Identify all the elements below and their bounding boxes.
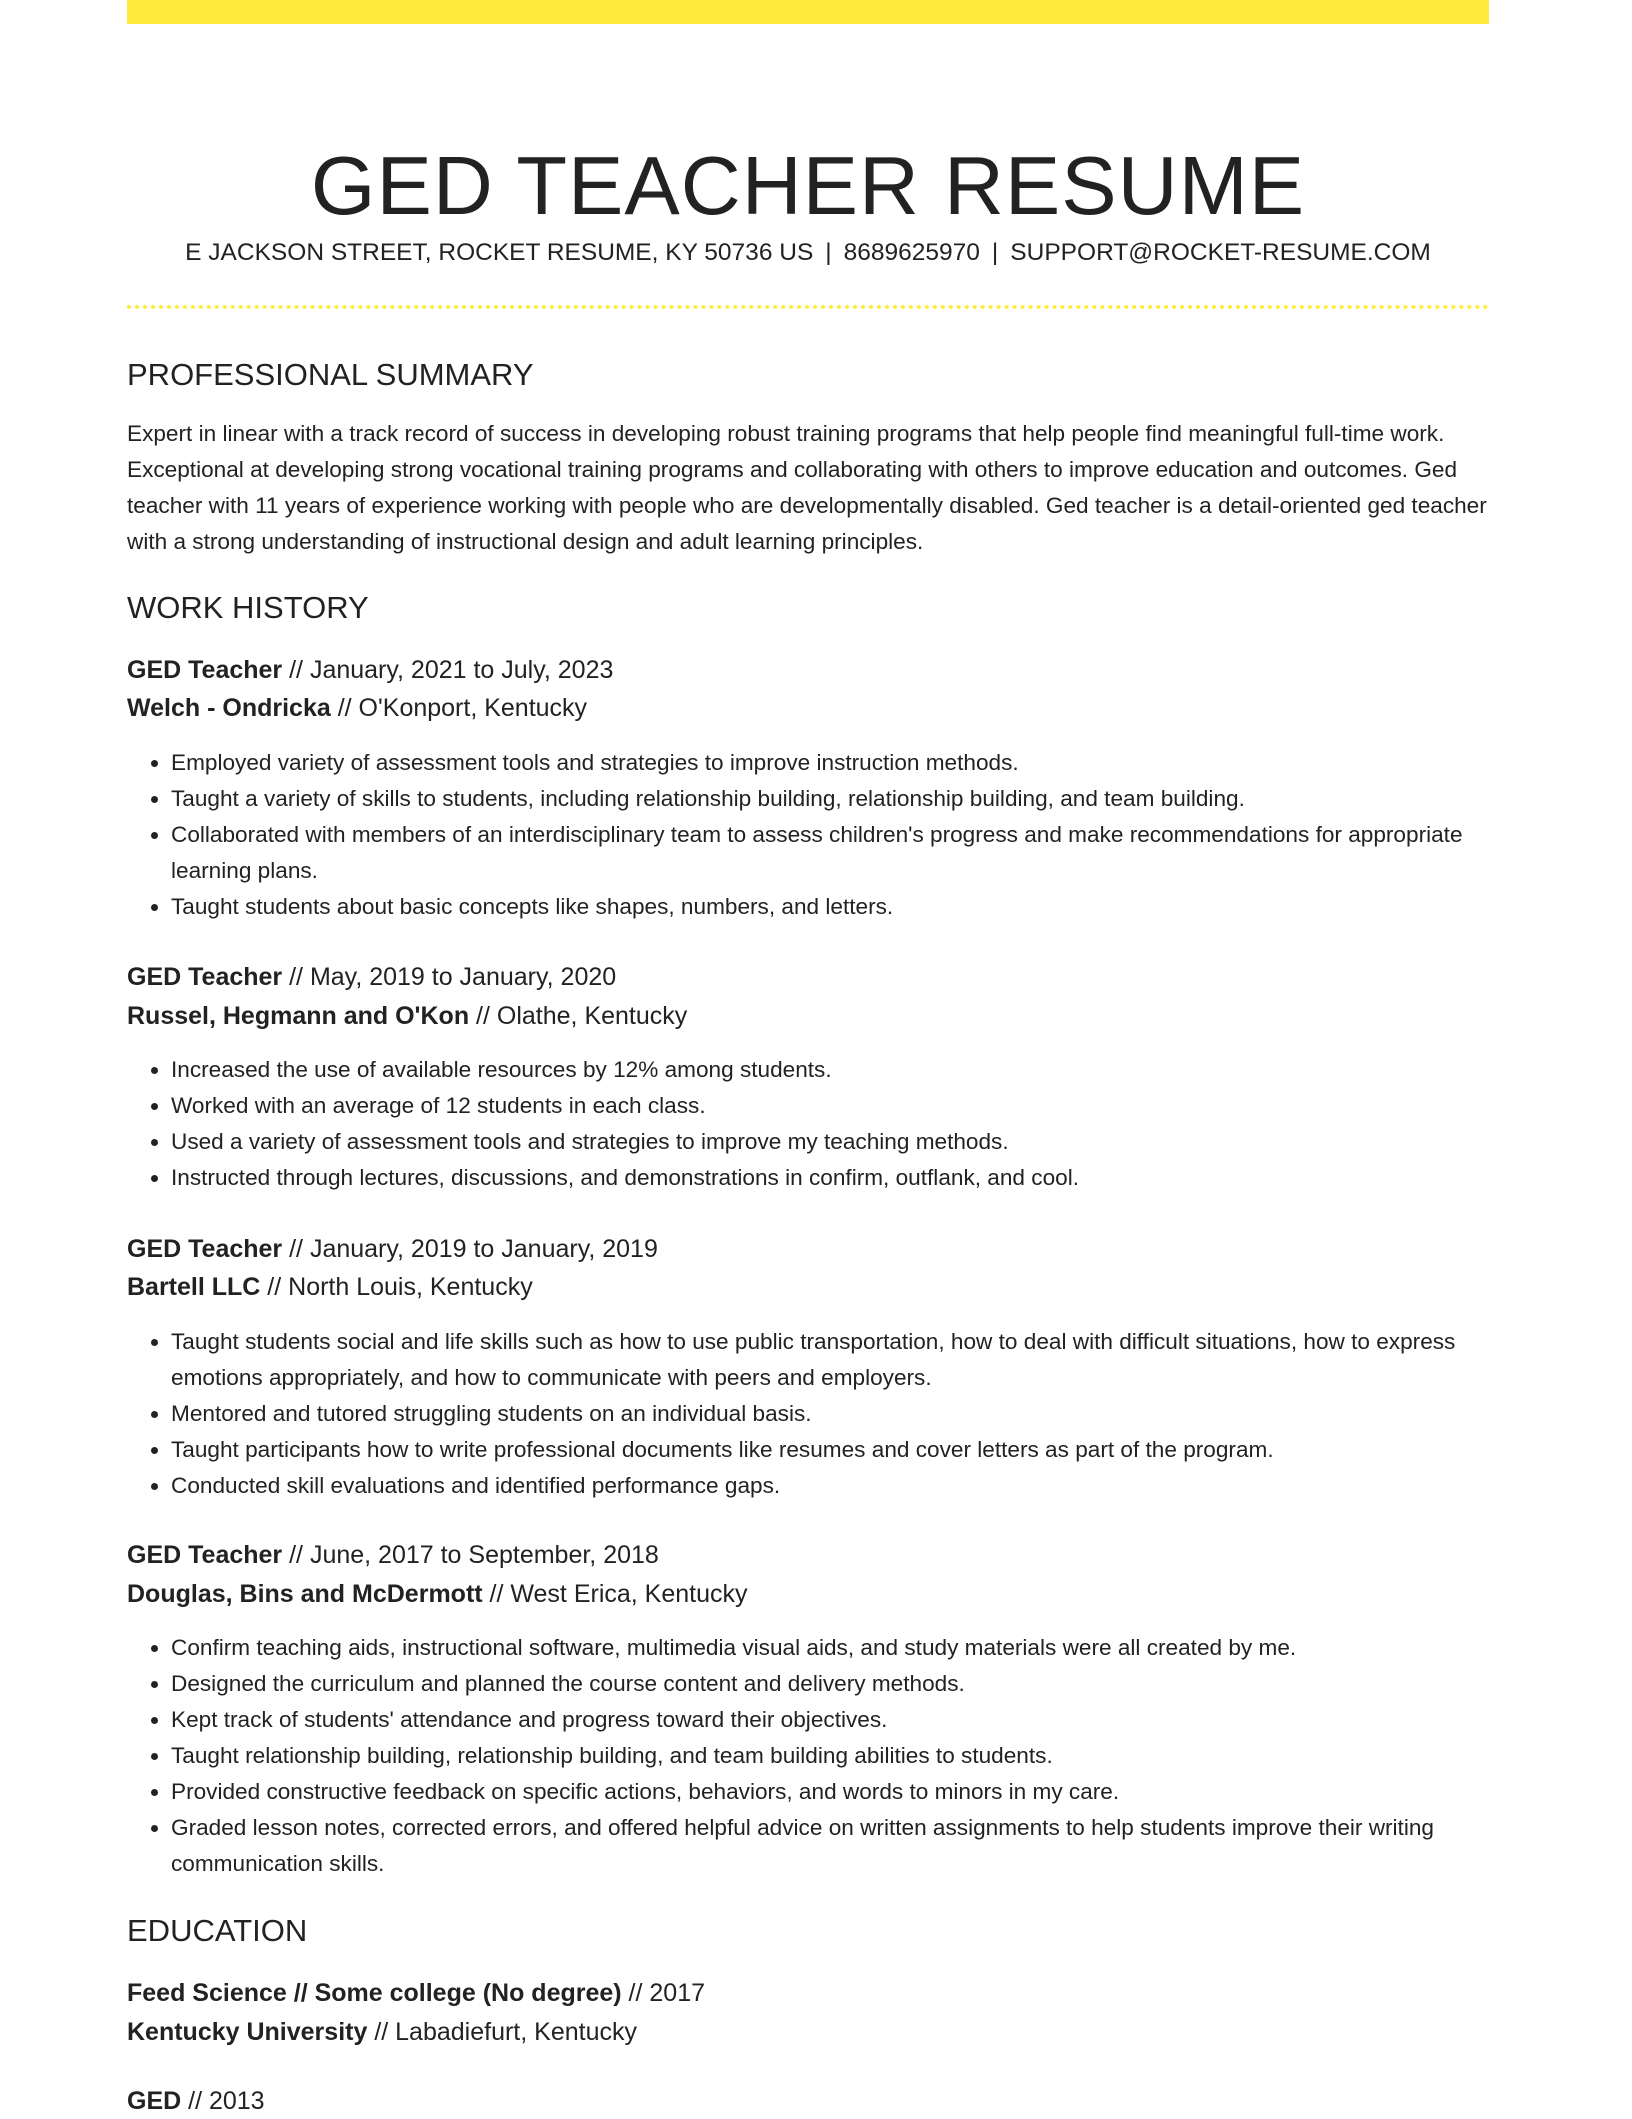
job-bullet: • Increased the use of available resources by 12% among students. bbox=[171, 1052, 1533, 1088]
job-bullets bbox=[127, 1324, 1533, 1504]
contact-phone: 8689625970 bbox=[843, 239, 980, 266]
education-degree-line bbox=[127, 2083, 1489, 2119]
job-company-line bbox=[127, 1269, 1489, 1305]
job-title: GED Teacher bbox=[127, 656, 283, 684]
job-company: Russel, Hegmann and O'Kon bbox=[127, 1002, 470, 1030]
education-degree: GED bbox=[127, 2087, 182, 2115]
job-dates: // January, 2019 to January, 2019 bbox=[282, 1235, 658, 1263]
job-dates: // May, 2019 to January, 2020 bbox=[282, 963, 617, 991]
job-bullet: • Used a variety of assessment tools and strategies to improve my teaching methods. bbox=[171, 1124, 1533, 1160]
job-title-line bbox=[127, 652, 1489, 688]
job-dates: // January, 2021 to July, 2023 bbox=[282, 656, 614, 684]
job-bullet: • Employed variety of assessment tools and strategies to improve instruction methods. bbox=[171, 745, 1533, 781]
job-bullet: • Collaborated with members of an interdisciplinary team to assess children's progress and make recommendations for appropriate learning plans. bbox=[171, 817, 1533, 889]
summary-heading: PROFESSIONAL SUMMARY bbox=[127, 357, 534, 392]
job-company: Douglas, Bins and McDermott bbox=[127, 1580, 483, 1608]
job-bullet: • Provided constructive feedback on specific actions, behaviors, and words to minors in my care. bbox=[171, 1774, 1533, 1810]
job-bullet: • Kept track of students' attendance and progress toward their objectives. bbox=[171, 1702, 1533, 1738]
resume-title: GED TEACHER RESUME bbox=[310, 138, 1306, 232]
education-degree-line bbox=[127, 1975, 1489, 2011]
job-location: // Olathe, Kentucky bbox=[469, 1002, 688, 1030]
education-year: // 2017 bbox=[621, 1979, 706, 2007]
job-company-line bbox=[127, 690, 1489, 726]
job-bullet: • Worked with an average of 12 students in each class. bbox=[171, 1088, 1533, 1124]
job-title-line bbox=[127, 1537, 1489, 1573]
job-title-line bbox=[127, 959, 1489, 995]
job-bullet: • Graded lesson notes, corrected errors, and offered helpful advice on written assignments to help students improve their writing communication skills. bbox=[171, 1810, 1533, 1882]
job-bullet: • Taught relationship building, relationship building, and team building abilities to students. bbox=[171, 1738, 1533, 1774]
job-bullet: • Confirm teaching aids, instructional software, multimedia visual aids, and study materials were all created by me. bbox=[171, 1630, 1533, 1666]
job-bullet: • Taught students social and life skills such as how to use public transportation, how to deal with difficult situations, how to express emotions appropriately, and how to communicate with peers and employers. bbox=[171, 1324, 1533, 1396]
job-bullet: • Mentored and tutored struggling students on an individual basis. bbox=[171, 1396, 1533, 1432]
education-year: // 2013 bbox=[181, 2087, 265, 2115]
education-school-line bbox=[127, 2014, 1489, 2050]
job-dates: // June, 2017 to September, 2018 bbox=[282, 1541, 659, 1569]
job-title-line bbox=[127, 1231, 1489, 1267]
job-bullets bbox=[127, 1052, 1533, 1196]
contact-line bbox=[127, 236, 1489, 270]
contact-address: E JACKSON STREET, ROCKET RESUME, KY 50736 US bbox=[185, 239, 814, 266]
summary-text: Expert in linear with a track record of success in developing robust training programs that help people find meaningful full-time work. Exceptional at developing strong vocational training programs and collaborating with others to improve education and outcomes. Ged teacher with 11 years of experience working with people who are developmentally disabled. Ged teacher is a detail-oriented ged teacher with a strong understanding of instructional design and adult learning principles. bbox=[127, 421, 1487, 554]
education-school: Kentucky University bbox=[127, 2018, 368, 2046]
job-title: GED Teacher bbox=[127, 1235, 283, 1263]
contact-separator: | bbox=[825, 239, 832, 266]
job-company: Bartell LLC bbox=[127, 1273, 261, 1301]
accent-top-bar bbox=[127, 0, 1489, 24]
contact-separator: | bbox=[991, 239, 999, 266]
job-bullets bbox=[127, 1630, 1533, 1882]
job-title: GED Teacher bbox=[127, 963, 283, 991]
job-bullet: • Taught a variety of skills to students, including relationship building, relationship building, and team building. bbox=[171, 781, 1533, 817]
job-company-line bbox=[127, 1576, 1489, 1612]
job-title: GED Teacher bbox=[127, 1541, 283, 1569]
job-company-line bbox=[127, 998, 1489, 1034]
job-bullet: • Taught students about basic concepts like shapes, numbers, and letters. bbox=[171, 889, 1533, 925]
education-heading: EDUCATION bbox=[127, 1913, 308, 1948]
job-bullet: • Designed the curriculum and planned the course content and delivery methods. bbox=[171, 1666, 1533, 1702]
job-company: Welch - Ondricka bbox=[127, 694, 331, 722]
work-history-heading: WORK HISTORY bbox=[127, 590, 369, 625]
job-location: // O'Konport, Kentucky bbox=[330, 694, 588, 722]
job-bullet: • Conducted skill evaluations and identified performance gaps. bbox=[171, 1468, 1533, 1504]
education-degree: Feed Science // Some college (No degree) bbox=[127, 1979, 622, 2007]
job-bullet: • Instructed through lectures, discussions, and demonstrations in confirm, outflank, and cool. bbox=[171, 1160, 1533, 1196]
job-location: // West Erica, Kentucky bbox=[482, 1580, 748, 1608]
contact-email[interactable]: SUPPORT@ROCKET-RESUME.COM bbox=[1010, 239, 1431, 266]
job-bullet: • Taught participants how to write professional documents like resumes and cover letters as part of the program. bbox=[171, 1432, 1533, 1468]
dotted-divider bbox=[127, 305, 1489, 309]
job-location: // North Louis, Kentucky bbox=[260, 1273, 533, 1301]
job-bullets bbox=[127, 745, 1533, 925]
education-location: // Labadiefurt, Kentucky bbox=[367, 2018, 637, 2046]
